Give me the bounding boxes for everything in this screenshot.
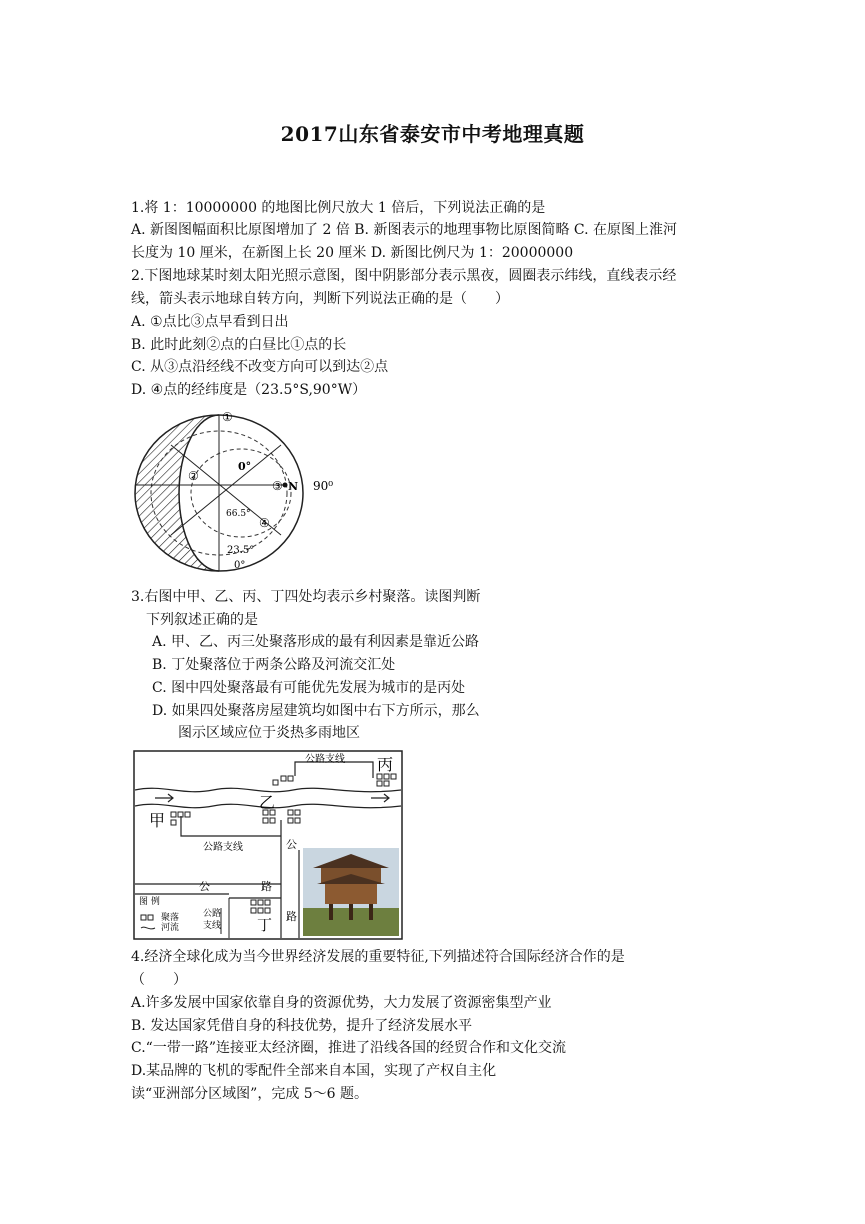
q4-stem-line2: （ ） <box>131 972 187 988</box>
q4-stem-line1: 4.经济全球化成为当今世界经济发展的重要特征,下列描述符合国际经济合作的是 <box>131 949 625 965</box>
q4-option-b: B. 发达国家凭借自身的科技优势，提升了经济发展水平 <box>131 1018 473 1034</box>
settlement-bing-label: 丙 <box>377 755 394 774</box>
longitude-90-label: 90⁰ <box>313 479 334 493</box>
q3-option-a: A. 甲、乙、丙三处聚落形成的最有利因素是靠近公路 <box>152 634 480 650</box>
q4-option-c: C.“一带一路”连接亚太经济圈，推进了沿线各国的经贸合作和文化交流 <box>131 1040 566 1056</box>
q1-stem: 1.将 1：10000000 的地图比例尺放大 1 倍后，下列说法正确的是 <box>131 200 546 216</box>
road-branch-top-label: 公路支线 <box>305 754 345 765</box>
q3-stem-line1: 3.右图中甲、乙、丙、丁四处均表示乡村聚落。读图判断 <box>131 589 481 605</box>
latitude-66-label: 66.5° <box>226 509 251 519</box>
q2-option-c: C. 从③点沿经线不改变方向可以到达②点 <box>131 359 389 375</box>
latitude-0-label: 0° <box>238 460 252 473</box>
legend-road-1: 公路 <box>203 909 222 919</box>
latitude-0b-label: 0° <box>234 560 246 571</box>
settlement-ding-label: 丁 <box>257 916 273 934</box>
sunlight-diagram <box>131 405 361 573</box>
q1-options-line1: A. 新图图幅面积比原图增加了 2 倍 B. 新图表示的地理事物比原图简略 C. 在原图上淮河 <box>131 222 678 238</box>
legend-river: 河流 <box>161 923 180 933</box>
q2-stem-line1: 2.下图地球某时刻太阳光照示意图，图中阴影部分表示黑夜，圆圈表示纬线，直线表示经 <box>131 268 677 284</box>
latitude-23-label: 23.5° <box>227 545 255 556</box>
q3-option-c: C. 图中四处聚落最有可能优先发展为城市的是丙处 <box>152 680 466 696</box>
north-pole-label: N <box>288 480 299 493</box>
q1-options-line2: 长度为 10 厘米，在新图上长 20 厘米 D. 新图比例尺为 1：20000000 <box>131 245 574 261</box>
q3-option-d-cont: 图示区域应位于炎热多雨地区 <box>178 725 360 741</box>
point-4-label: ④ <box>259 516 270 530</box>
q5-6-intro: 读“亚洲部分区域图”，完成 5～6 题。 <box>131 1086 369 1102</box>
q2-stem-line2: 线，箭头表示地球自转方向，判断下列说法正确的是（ ） <box>131 291 509 307</box>
road-horizontal-gong: 公 <box>199 880 210 893</box>
road-branch-mid-label: 公路支线 <box>203 842 243 853</box>
point-2-label: ② <box>188 469 199 483</box>
q2-option-d: D. ④点的经纬度是（23.5°S,90°W） <box>131 382 367 398</box>
road-vertical-gong: 公 <box>286 838 297 851</box>
settlement-yi-label: 乙 <box>259 793 276 812</box>
legend-title: 图 例 <box>139 897 160 907</box>
q3-option-b: B. 丁处聚落位于两条公路及河流交汇处 <box>152 657 396 673</box>
settlement-jia-label: 甲 <box>149 811 166 830</box>
legend-road-2: 支线 <box>203 921 222 931</box>
q4-option-a: A.许多发展中国家依靠自身的资源优势，大力发展了资源密集型产业 <box>131 995 552 1011</box>
q4-option-d: D.某品牌的飞机的零配件全部来自本国，实现了产权自主化 <box>131 1063 497 1079</box>
q2-option-b: B. 此时此刻②点的白昼比①点的长 <box>131 337 347 353</box>
q3-option-d: D. 如果四处聚落房屋建筑均如图中右下方所示，那么 <box>152 703 480 719</box>
settlement-map <box>133 750 403 940</box>
q2-option-a: A. ①点比③点早看到日出 <box>131 314 289 330</box>
legend-settlement: 聚落 <box>161 913 180 923</box>
q3-stem-line2: 下列叙述正确的是 <box>146 612 258 628</box>
road-horizontal-lu: 路 <box>261 880 272 893</box>
page-title: 2017山东省泰安市中考地理真题 <box>280 122 585 146</box>
road-vertical-lu: 路 <box>286 910 297 923</box>
point-3-label: ③ <box>272 479 283 493</box>
point-1-label: ① <box>222 410 233 424</box>
